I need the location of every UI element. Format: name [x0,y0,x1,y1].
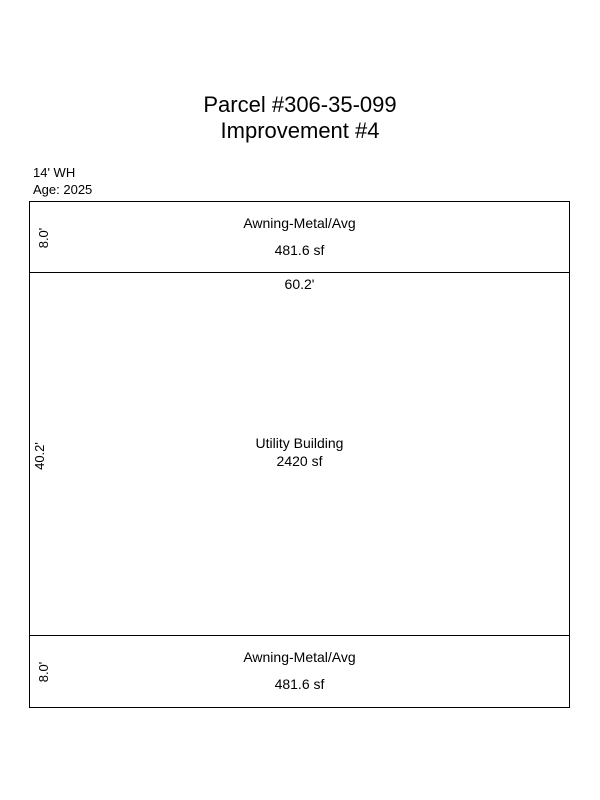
wall-height-note: 14' WH [33,165,76,180]
awning-top-side-dimension: 8.0' [36,227,51,249]
awning-bottom-side-dimension: 8.0' [36,661,51,683]
improvement-title: Improvement #4 [220,118,380,143]
utility-building-side-dimension: 40.2' [32,442,47,470]
awning-bottom-area: 481.6 sf [274,676,325,692]
utility-building-label: Utility Building [255,435,344,451]
awning-top-section [29,201,570,273]
utility-building-top-dimension: 60.2' [284,276,315,292]
utility-building-section [29,272,570,636]
age-note: Age: 2025 [33,182,93,197]
parcel-title: Parcel #306-35-099 [203,92,397,117]
awning-top-label: Awning-Metal/Avg [243,215,356,231]
awning-bottom-label: Awning-Metal/Avg [243,649,356,665]
awning-bottom-section [29,635,570,708]
awning-top-area: 481.6 sf [274,242,325,258]
utility-building-area: 2420 sf [276,453,323,469]
